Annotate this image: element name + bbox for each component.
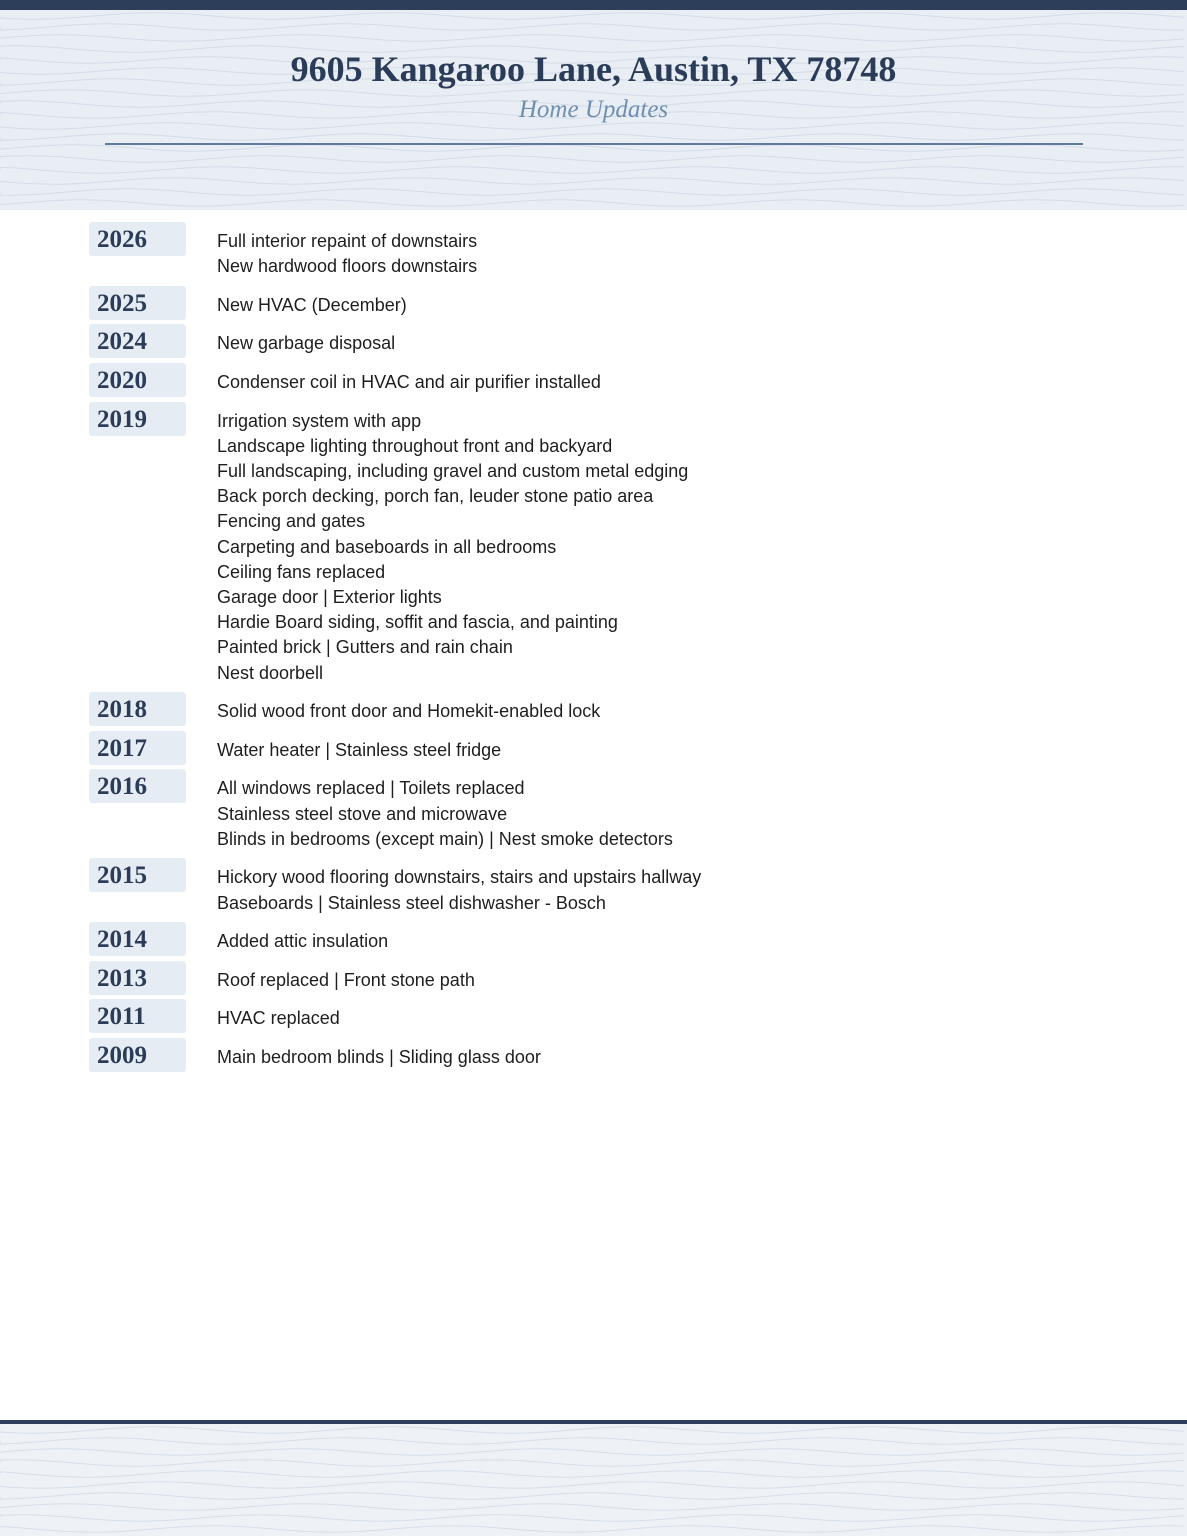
update-item: Solid wood front door and Homekit-enabled lock <box>217 701 601 722</box>
page-subtitle: Home Updates <box>518 96 669 123</box>
header-banner <box>0 10 1187 210</box>
year-label: 2014 <box>89 922 186 956</box>
year-label: 2019 <box>89 402 186 436</box>
update-item: Ceiling fans replaced <box>217 561 386 582</box>
update-item: Roof replaced | Front stone path <box>217 969 475 990</box>
year-label: 2015 <box>89 858 186 892</box>
year-label: 2020 <box>89 363 186 397</box>
update-item: Fencing and gates <box>217 511 366 532</box>
year-label: 2026 <box>89 222 186 256</box>
year-label: 2013 <box>89 961 186 995</box>
update-items <box>217 1006 917 1031</box>
update-item: Hickory wood flooring downstairs, stairs and upstairs hallway <box>217 867 702 888</box>
update-item: Added attic insulation <box>217 931 389 952</box>
update-items <box>217 331 917 356</box>
footer-banner <box>0 1424 1187 1536</box>
update-item: Carpeting and baseboards in all bedrooms <box>217 536 557 557</box>
update-items <box>217 370 917 395</box>
update-item: Garage door | Exterior lights <box>217 587 442 608</box>
update-items <box>217 968 917 993</box>
update-items <box>217 776 917 852</box>
update-item: Irrigation system with app <box>217 410 422 431</box>
year-label: 2025 <box>89 286 186 320</box>
update-item: Blinds in bedrooms (except main) | Nest smoke detectors <box>217 828 673 849</box>
update-items <box>217 865 917 915</box>
update-item: Stainless steel stove and microwave <box>217 803 508 824</box>
update-item: All windows replaced | Toilets replaced <box>217 778 525 799</box>
year-label: 2016 <box>89 769 186 803</box>
update-item: Baseboards | Stainless steel dishwasher - Bosch <box>217 892 606 913</box>
update-item: New hardwood floors downstairs <box>217 256 478 277</box>
update-items <box>217 1045 917 1070</box>
update-items <box>217 929 917 954</box>
update-items <box>217 738 917 763</box>
year-label: 2018 <box>89 692 186 726</box>
header-divider <box>105 143 1083 145</box>
year-label: 2009 <box>89 1038 186 1072</box>
year-label: 2017 <box>89 731 186 765</box>
update-items <box>217 229 917 279</box>
top-accent-bar <box>0 0 1187 10</box>
update-item: Hardie Board siding, soffit and fascia, and painting <box>217 612 618 633</box>
update-items <box>217 409 917 686</box>
update-item: Water heater | Stainless steel fridge <box>217 739 502 760</box>
update-item: New HVAC (December) <box>217 294 407 315</box>
update-item: Main bedroom blinds | Sliding glass door <box>217 1047 541 1067</box>
update-item: Painted brick | Gutters and rain chain <box>217 637 513 658</box>
page-title: 9605 Kangaroo Lane, Austin, TX 78748 <box>290 49 897 89</box>
update-item: Nest doorbell <box>217 662 324 683</box>
update-item: Full landscaping, including gravel and custom metal edging <box>217 461 689 481</box>
update-items <box>217 699 917 724</box>
update-item: New garbage disposal <box>217 333 396 354</box>
wave-pattern <box>0 1424 1187 1536</box>
update-item: Landscape lighting throughout front and backyard <box>217 435 613 456</box>
update-item: Condenser coil in HVAC and air purifier installed <box>217 372 601 392</box>
update-item: HVAC replaced <box>217 1008 340 1029</box>
year-label: 2024 <box>89 324 186 358</box>
update-items <box>217 293 917 318</box>
update-item: Full interior repaint of downstairs <box>217 231 478 251</box>
update-item: Back porch decking, porch fan, leuder stone patio area <box>217 486 654 507</box>
year-label: 2011 <box>89 999 186 1033</box>
